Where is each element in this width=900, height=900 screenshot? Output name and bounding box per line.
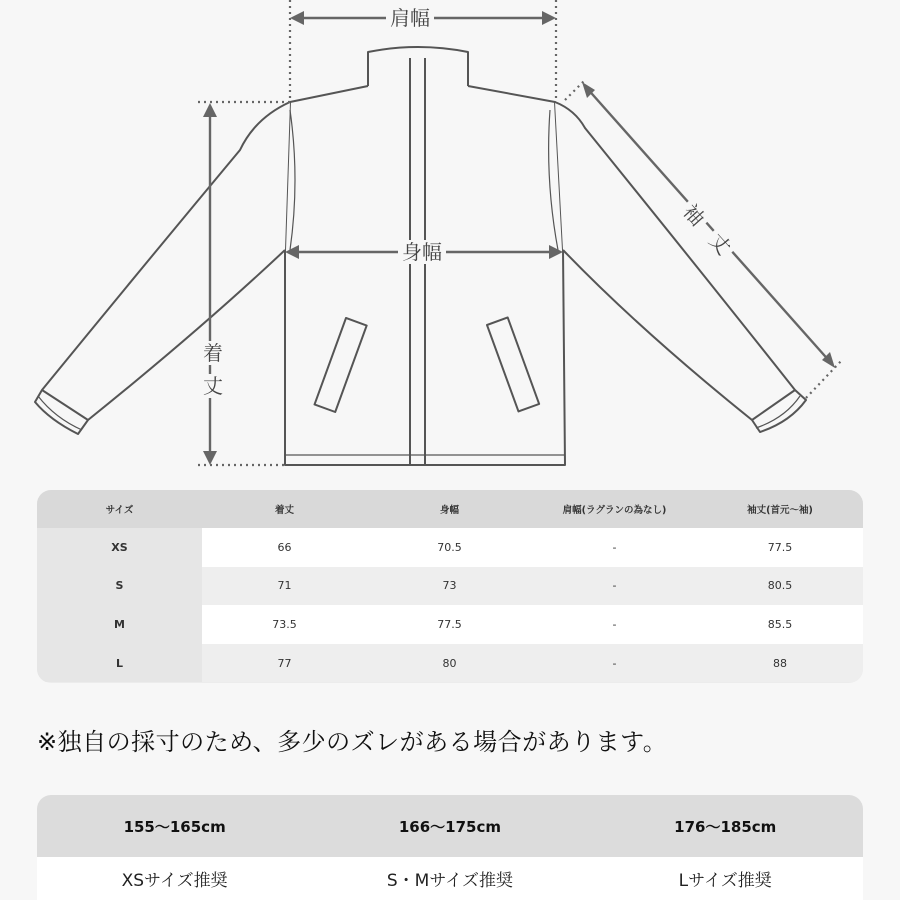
recommended-size: XSサイズ推奨 (121, 871, 228, 891)
row-size-label: XS (37, 528, 202, 567)
table-row (37, 644, 863, 683)
length-label-2: 丈 (199, 374, 227, 398)
height-range-row (37, 795, 863, 857)
header-body-width: 身幅 (439, 505, 459, 516)
cell-length: 73.5 (272, 617, 297, 631)
shoulder-width-label: 肩幅 (386, 6, 434, 30)
size-recommendation-table (37, 795, 863, 900)
table-row (37, 605, 863, 644)
cell-body-width: 77.5 (437, 617, 462, 631)
recommended-size-row (37, 857, 863, 900)
cell-sleeve-length: 77.5 (767, 540, 793, 554)
cell-sleeve-length: 88 (773, 656, 787, 670)
table-row (37, 528, 863, 567)
cell-sleeve-length: 85.5 (767, 617, 793, 631)
table-header-row (37, 490, 863, 528)
height-range: 176〜185cm (674, 817, 777, 836)
header-sleeve-length: 袖丈(首元〜袖) (747, 505, 813, 516)
header-shoulder-width: 肩幅(ラグランの為なし) (562, 505, 667, 516)
row-size-label: L (37, 644, 202, 683)
cell-sleeve-length: 80.5 (767, 579, 793, 593)
recommended-size: S・Mサイズ推奨 (386, 871, 513, 891)
sleeve-label-1: 袖 (676, 197, 713, 234)
cell-body-width: 80 (442, 656, 457, 670)
cell-body-width: 73 (442, 579, 457, 593)
sleeve-label-2: 丈 (702, 226, 739, 263)
cell-shoulder-width: - (612, 617, 617, 631)
row-size-label: M (37, 605, 202, 644)
body-width-label: 身幅 (398, 240, 446, 264)
cell-shoulder-width: - (612, 656, 617, 670)
measurement-note: ※独自の採寸のため、多少のズレがある場合があります。 (37, 728, 668, 756)
cell-length: 66 (277, 540, 292, 554)
cell-shoulder-width: - (612, 540, 617, 554)
cell-length: 77 (277, 656, 292, 670)
cell-length: 71 (277, 579, 292, 593)
row-size-label: S (37, 567, 202, 606)
length-label-1: 着 (199, 341, 227, 365)
cell-body-width: 70.5 (437, 540, 462, 554)
height-range: 166〜175cm (398, 817, 502, 836)
cell-shoulder-width: - (612, 579, 617, 593)
size-measurement-table (37, 490, 863, 683)
header-length: 着丈 (274, 505, 294, 516)
header-size: サイズ (105, 505, 134, 516)
recommended-size: Lサイズ推奨 (678, 871, 772, 891)
height-range: 155〜165cm (123, 817, 226, 836)
table-row (37, 567, 863, 606)
